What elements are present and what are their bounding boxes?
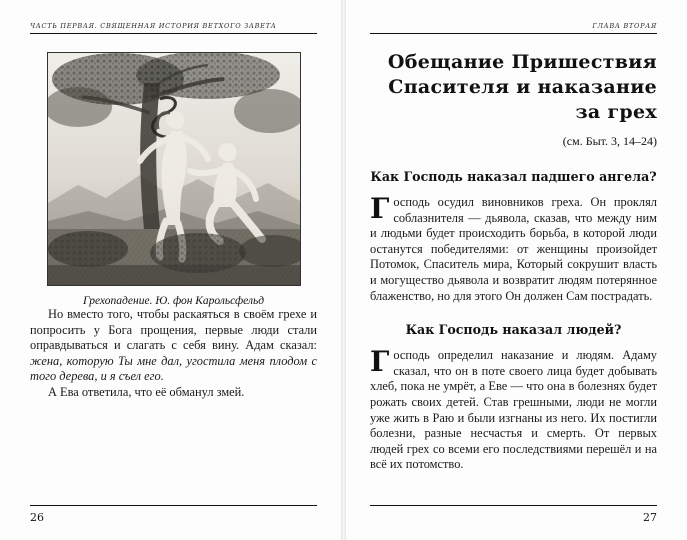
left-paragraph-1-text: Но вместо того, чтобы раскаяться в своём грехе и попросить у Бога прощения, первые люди стали оправдываться и слагать с себя вину. Адам сказал: — [30, 307, 317, 353]
dropcap-2: Г — [370, 345, 390, 379]
dropcap-1: Г — [370, 192, 390, 225]
section-paragraph-1-text: осподь осудил виновников греха. Он проклял соблазнителя — дьявола, сказав, что между ним и людьми будет происходить борьба, в которой люди останутся победителями: от женщины произойдет Потомок, Спаситель мира, Который сокрушит власть и могущество дьявола и возвратит людям потерянное блаженство, но для этого Он должен Сам пострадать. — [370, 195, 657, 303]
scripture-reference: (см. Быт. 3, 14–24) — [562, 134, 657, 148]
running-head-right: ГЛАВА ВТОРАЯ — [592, 22, 657, 30]
book-gutter — [341, 0, 346, 540]
right-page — [344, 0, 687, 540]
page-number-left: 26 — [30, 511, 44, 524]
left-page — [0, 0, 343, 540]
section-paragraph-1 — [370, 192, 657, 304]
section-heading-1: Как Господь наказал падшего ангела? — [370, 169, 657, 184]
footer-rule-left — [30, 505, 317, 506]
footer-rule-right — [370, 505, 657, 506]
illustration-caption: Грехопадение. Ю. фон Карольсфельд — [82, 295, 265, 307]
left-paragraph-2: А Ева ответила, что её обманул змей. — [48, 384, 245, 399]
engraving-artwork — [48, 53, 300, 285]
chapter-title: Обещание Пришествия Спасителя и наказание за грех — [387, 51, 657, 123]
section-paragraph-2 — [370, 345, 657, 473]
left-paragraph-quote: жена, которую Ты мне дал, угостила меня плодом с того дерева, и я съел его. — [30, 353, 317, 384]
engraving-fall-of-man — [47, 52, 301, 286]
header-rule-left — [30, 33, 317, 34]
left-paragraph-1 — [30, 307, 317, 385]
running-head-left: ЧАСТЬ ПЕРВАЯ. СВЯЩЕННАЯ ИСТОРИЯ ВЕТХОГО ЗАВЕТА — [30, 22, 277, 30]
page-number-right: 27 — [643, 511, 657, 524]
illustration-container — [30, 52, 317, 286]
section-heading-2: Как Господь наказал людей? — [405, 322, 622, 338]
section-paragraph-2-text: осподь определил наказание и людям. Адаму сказал, что он в поте своего лица будет добывать хлеб, пока не умрёт, а Еве — что она в болезнях будет рожать своих детей. Став грешными, люди не могли уже жить в Раю и были изгнаны из него. Их постигли болезни, разные несчастья и смерть. От первых людей грех со всеми его последствиями перешёл и на всё их потомство. — [370, 348, 657, 472]
header-rule-right — [370, 33, 657, 34]
